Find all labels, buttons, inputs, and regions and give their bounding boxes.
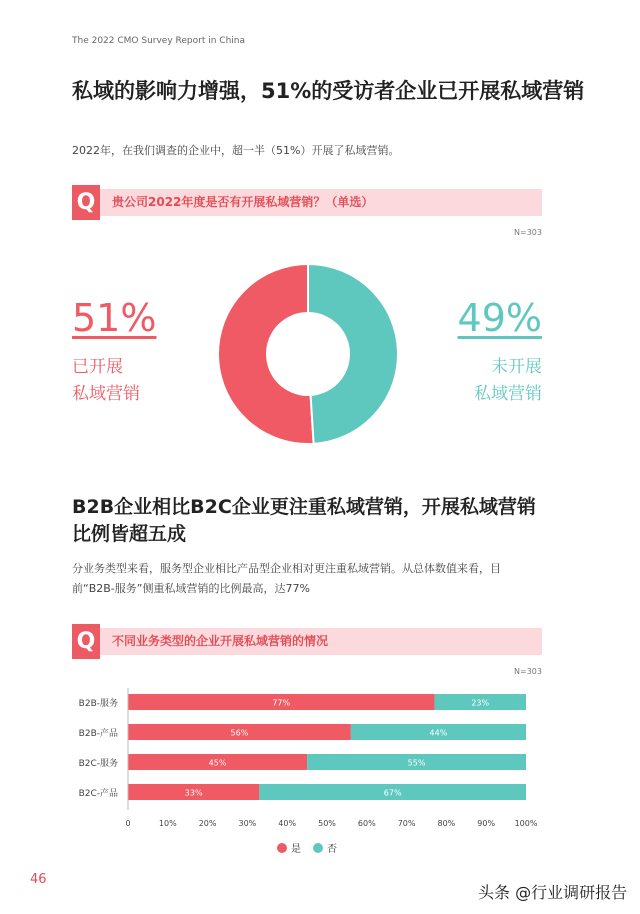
legend-swatch-no — [313, 843, 323, 853]
donut-chart — [210, 256, 406, 452]
section2-description: 分业务类型来看，服务型企业相比产品型企业相对更注重私域营销。从总体数值来看，目前“B2B-服务”侧重私域营销的比例最高，达77% — [72, 562, 501, 595]
category-label: B2B-产品 — [78, 729, 118, 739]
report-header: The 2022 CMO Survey Report in China — [72, 36, 245, 46]
x-tick-label: 70% — [397, 819, 416, 828]
x-tick-label: 20% — [198, 819, 217, 828]
watermark: 头条 @行业调研报告 — [478, 883, 628, 902]
data-label: 45% — [208, 758, 227, 768]
q-icon: Q — [72, 624, 100, 659]
data-label: 67% — [383, 788, 402, 798]
right-label-line2: 私域营销 — [474, 384, 542, 404]
x-tick-label: 90% — [477, 819, 496, 828]
x-tick-label: 40% — [278, 819, 297, 828]
data-label: 23% — [471, 698, 490, 708]
x-tick-label: 60% — [357, 819, 376, 828]
x-tick-label: 10% — [158, 819, 177, 828]
right-label-line1: 未开展 — [491, 357, 542, 377]
right-percent: 49% — [457, 296, 542, 340]
x-tick-label: 0 — [125, 819, 131, 828]
section2-title — [72, 494, 536, 548]
legend-swatch-yes — [277, 843, 287, 853]
legend-label: 否 — [327, 844, 337, 855]
left-label-line1: 已开展 — [72, 357, 123, 377]
stacked-bar-chart — [60, 680, 560, 860]
data-label: 55% — [407, 758, 426, 768]
data-label: 44% — [429, 728, 448, 738]
section2-title-line1: B2B企业相比B2C企业更注重私域营销，开展私域营销 — [72, 496, 536, 518]
section2-title-line2: 比例皆超五成 — [72, 523, 187, 545]
section1-title: 私域的影响力增强，51%的受访者企业已开展私域营销 — [72, 79, 585, 103]
question-banner-1 — [72, 189, 542, 216]
page-number: 46 — [30, 872, 47, 887]
sample-size-1: N=303 — [514, 228, 542, 237]
question-banner-2 — [72, 628, 542, 655]
x-tick-label: 80% — [437, 819, 456, 828]
category-label: B2C-服务 — [78, 759, 118, 769]
left-label-line2: 私域营销 — [72, 384, 140, 404]
x-tick-label: 30% — [238, 819, 257, 828]
section1-intro: 2022年，在我们调查的企业中，超一半（51%）开展了私域营销。 — [72, 144, 400, 157]
data-label: 77% — [272, 698, 291, 708]
category-label: B2B-服务 — [78, 699, 118, 709]
left-percent: 51% — [72, 296, 157, 340]
sample-size-2: N=303 — [514, 667, 542, 676]
category-label: B2C-产品 — [78, 789, 118, 799]
x-tick-label: 100% — [514, 819, 538, 828]
donut-hole — [266, 312, 350, 396]
question-1-text: 贵公司2022年度是否有开展私域营销？（单选） — [112, 195, 374, 209]
data-label: 33% — [184, 788, 203, 798]
legend-label: 是 — [291, 844, 301, 855]
x-tick-label: 50% — [318, 819, 336, 828]
data-label: 56% — [230, 728, 249, 738]
q-icon: Q — [72, 185, 100, 220]
question-2-text: 不同业务类型的企业开展私域营销的情况 — [112, 634, 329, 648]
